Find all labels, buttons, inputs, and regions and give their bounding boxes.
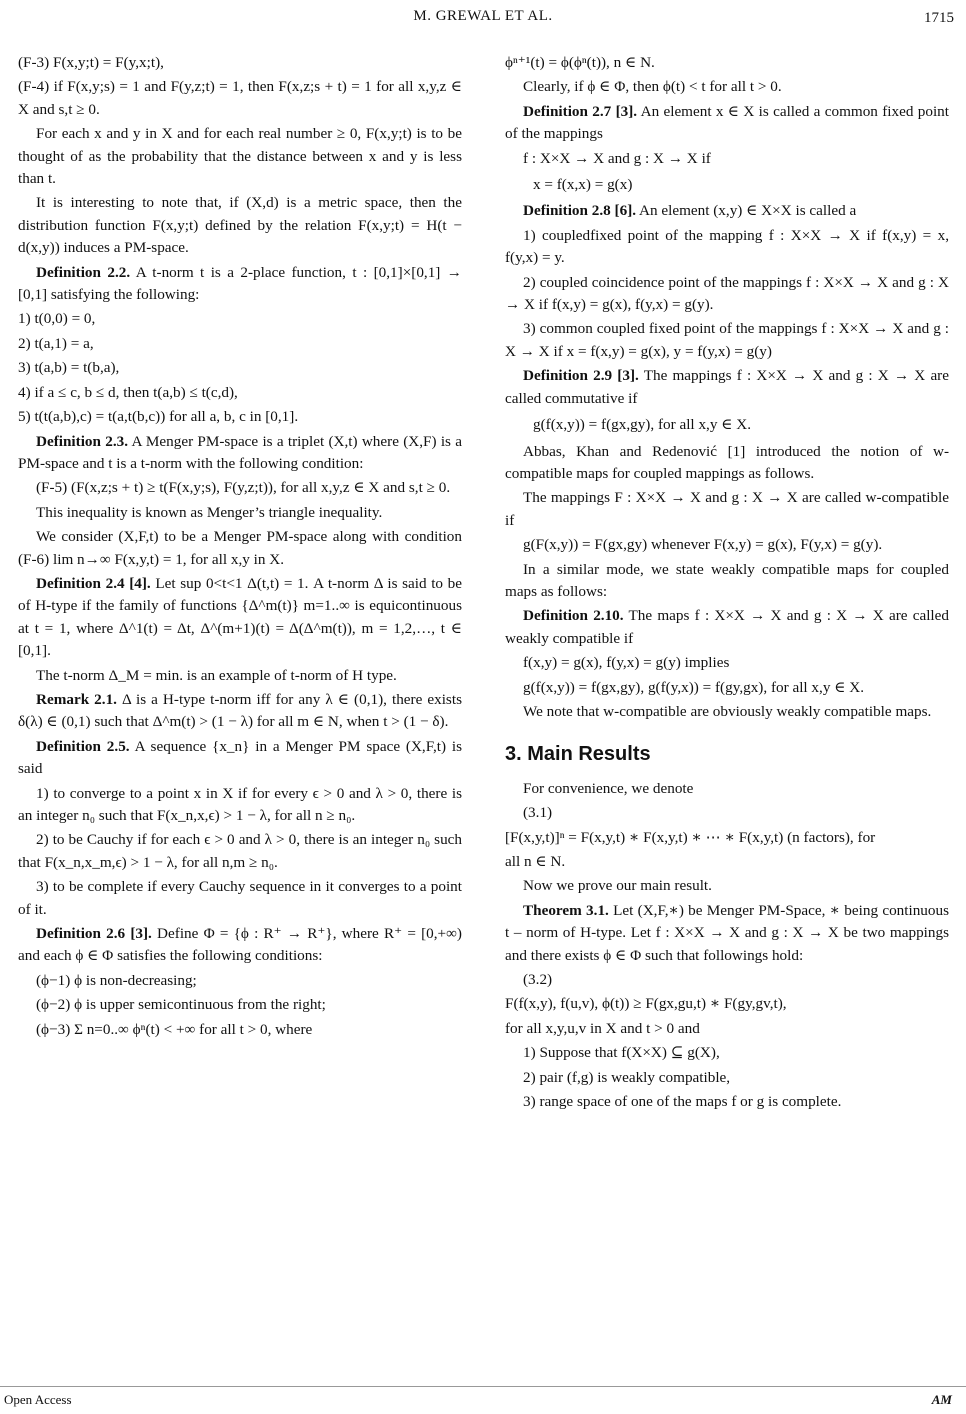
theorem-label: Theorem 3.1. <box>523 901 609 919</box>
definition-label: Definition 2.5. <box>36 737 130 755</box>
definition-2-8 <box>505 200 949 222</box>
equation-label: (3.1) <box>523 804 553 822</box>
theorem-text: Let (X,F,∗) be Menger PM-Space, ∗ being continuous t – norm of H-type. Let f : X×X → X and g : X → X be two mappings and there exists ϕ ∈ Φ such that followings hold: <box>505 901 949 964</box>
definition-text: An element x ∈ X is called a common fixed point of the mappings <box>505 102 949 143</box>
phi-condition-1: (ϕ−1) ϕ is non-decreasing; <box>36 971 197 989</box>
definition-2-9 <box>505 365 949 410</box>
paragraph: The t-norm Δ_M = min. is an example of t-norm of H type. <box>36 666 397 684</box>
tnorm-axiom-2: 2) t(a,1) = a, <box>18 334 94 352</box>
definition-label: Definition 2.10. <box>523 607 624 625</box>
definition-2-2 <box>18 262 462 307</box>
hypothesis-1: 1) Suppose that f(X×X) ⊆ g(X), <box>523 1044 720 1062</box>
axiom-f4: (F-4) if F(x,y;s) = 1 and F(y,z;t) = 1, then F(x,z;s + t) = 1 for all x,y,z ∈ X and s,t ≥ 0. <box>18 78 462 118</box>
cauchy-item: 2) to be Cauchy if for each ϵ > 0 and λ > 0, there is an integer n₀ such that F(x_n,x_m,ϵ) > 1 − λ, for all n,m ≥ n₀. <box>18 831 462 871</box>
definition-2-3 <box>18 431 462 476</box>
footer-rule <box>0 1386 966 1387</box>
running-head: M. GREWAL ET AL. <box>413 8 553 24</box>
paragraph: For convenience, we denote <box>523 779 694 797</box>
equation-3-1: [F(x,y,t)]ⁿ = F(x,y,t) ∗ F(x,y,t) ∗ ⋯ ∗ F(x,y,t) (n factors), for <box>505 828 876 846</box>
paragraph: for all x,y,u,v in X and t > 0 and <box>505 1019 700 1037</box>
definition-2-6 <box>18 923 462 968</box>
definition-text: Let sup 0<t<1 Δ(t,t) = 1. A t-norm Δ is said to be of H-type if the family of functions {Δ^m(t)} m=1..∞ is equicontinuous at t = 1, where Δ^1(t) = Δt, Δ^(m+1)(t) = Δ(Δ^m(t)), m = 1,2,…, t ∈ [0,1]. <box>18 574 462 660</box>
definition-text: An element (x,y) ∈ X×X is called a <box>636 202 857 220</box>
tnorm-axiom-5: 5) t(t(a,b),c) = t(a,t(b,c)) for all a, b, c in [0,1]. <box>18 408 299 426</box>
complete-item: 3) to be complete if every Cauchy sequence in it converges to a point of it. <box>18 878 462 918</box>
definition-text: A t-norm t is a 2-place function, t : [0,1]×[0,1] → [0,1] satisfying the following: <box>18 263 462 304</box>
paragraph: We note that w-compatible are obviously weakly compatible maps. <box>523 702 932 720</box>
paragraph: Now we prove our main result. <box>523 877 712 895</box>
page-header <box>0 8 966 32</box>
definition-2-7 <box>505 101 949 146</box>
definition-2-5 <box>18 736 462 781</box>
remark-text: Δ is a H-type t-norm iff for any λ ∈ (0,1), there exists δ(λ) ∈ (0,1) such that Δ^m(t) > (1 − λ) for all m ∈ N, when t > (1 − δ). <box>18 690 462 731</box>
page-footer <box>0 1392 966 1410</box>
definition-label: Definition 2.3. <box>36 432 129 450</box>
definition-text: Define Φ = {ϕ : R⁺ → R⁺}, where R⁺ = [0,+∞) and each ϕ ∈ Φ satisfies the following conditions: <box>18 925 462 965</box>
definition-label: Definition 2.8 [6]. <box>523 202 637 220</box>
definition-label: Definition 2.2. <box>36 263 131 281</box>
equation: g(F(x,y)) = F(gx,gy) whenever F(x,y) = g(x), F(y,x) = g(y). <box>523 536 883 554</box>
coupled-fixed-item: 1) coupledfixed point of the mapping f : X×X → X if f(x,y) = x, f(y,x) = y. <box>505 226 949 267</box>
phi-condition-3: (ϕ−3) Σ n=0..∞ ϕⁿ(t) < +∞ for all t > 0, where <box>36 1020 313 1038</box>
right-column <box>505 52 949 1115</box>
definition-text: The mappings f : X×X → X and g : X → X are called commutative if <box>505 367 949 407</box>
definition-text: The maps f : X×X → X and g : X → X are called weakly compatible if <box>505 607 949 647</box>
phi-iterate: ϕⁿ⁺¹(t) = ϕ(ϕⁿ(t)), n ∈ N. <box>505 54 655 71</box>
hypothesis-3: 3) range space of one of the maps f or g is complete. <box>523 1093 842 1111</box>
paragraph: We consider (X,F,t) to be a Menger PM-space along with condition (F-6) lim n→∞ F(x,y,t) = 1, for all x,y in X. <box>18 528 462 568</box>
paragraph: Clearly, if ϕ ∈ Φ, then ϕ(t) < t for all t > 0. <box>523 78 782 96</box>
paragraph: In a similar mode, we state weakly compatible maps for coupled maps as follows: <box>505 560 949 600</box>
remark-2-1 <box>18 689 462 734</box>
definition-2-10 <box>505 605 949 650</box>
theorem-3-1 <box>505 900 949 967</box>
remark-label: Remark 2.1. <box>36 690 117 708</box>
definition-text: A sequence {x_n} in a Menger PM space (X,F,t) is said <box>18 737 462 778</box>
converge-item: 1) to converge to a point x in X if for every ϵ > 0 and λ > 0, there is an integer n₀ such that F(x_n,x,ϵ) > 1 − λ, for all n ≥ n₀. <box>18 784 462 824</box>
tnorm-axiom-3: 3) t(a,b) = t(b,a), <box>18 359 120 377</box>
axiom-f3: (F-3) F(x,y;t) = F(y,x;t), <box>18 54 164 71</box>
definition-label: Definition 2.6 [3]. <box>36 925 152 943</box>
equation: g(f(x,y)) = f(gx,gy), g(f(y,x)) = f(gy,gx), for all x,y ∈ X. <box>523 678 865 696</box>
definition-label: Definition 2.9 [3]. <box>523 367 639 385</box>
page-number: 1715 <box>924 10 954 26</box>
common-coupled-item: 3) common coupled fixed point of the mappings f : X×X → X and g : X → X if x = f(x,y) = g(x), y = f(y,x) = g(y) <box>505 320 949 360</box>
open-access-label: Open Access <box>4 1392 72 1407</box>
journal-abbrev: AM <box>931 1392 952 1407</box>
paragraph: all n ∈ N. <box>505 853 566 870</box>
equation: g(f(x,y)) = f(gx,gy), for all x,y ∈ X. <box>533 416 752 434</box>
paragraph: The mappings F : X×X → X and g : X → X are called w-compatible if <box>505 489 949 529</box>
equation: x = f(x,x) = g(x) <box>533 176 633 194</box>
left-column <box>18 52 462 1043</box>
tnorm-axiom-4: 4) if a ≤ c, b ≤ d, then t(a,b) ≤ t(c,d), <box>18 383 238 401</box>
paragraph: This inequality is known as Menger’s triangle inequality. <box>36 503 383 521</box>
paragraph: Abbas, Khan and Redenović [1] introduced the notion of w-compatible maps for coupled mappings as follows. <box>505 442 949 482</box>
tnorm-axiom-1: 1) t(0,0) = 0, <box>18 310 96 328</box>
paragraph: It is interesting to note that, if (X,d) is a metric space, then the distribution function F(x,y;t) defined by the relation F(x,y;t) = H(t − d(x,y)) induces a PM-space. <box>18 194 462 257</box>
section-title: 3. Main Results <box>505 743 651 766</box>
definition-2-4 <box>18 573 462 663</box>
definition-text: A Menger PM-space is a triplet (X,t) where (X,F) is a PM-space and t is a t-norm with the following condition: <box>18 432 462 472</box>
hypothesis-2: 2) pair (f,g) is weakly compatible, <box>523 1068 731 1086</box>
equation: f(x,y) = g(x), f(y,x) = g(y) implies <box>523 654 730 672</box>
coupled-coincidence-item: 2) coupled coincidence point of the mappings f : X×X → X and g : X → X if f(x,y) = g(x), f(y,x) = g(y). <box>505 273 949 314</box>
paragraph: For each x and y in X and for each real number ≥ 0, F(x,y;t) is to be thought of as the probability that the distance between x and y is less than t. <box>18 125 462 188</box>
definition-label: Definition 2.7 [3]. <box>523 102 638 120</box>
definition-label: Definition 2.4 [4]. <box>36 574 151 592</box>
axiom-f5: (F-5) (F(x,z;s + t) ≥ t(F(x,y;s), F(y,z;t)), for all x,y,z ∈ X and s,t ≥ 0. <box>36 479 451 497</box>
phi-condition-2: (ϕ−2) ϕ is upper semicontinuous from the right; <box>36 996 326 1014</box>
equation-3-2: F(f(x,y), f(u,v), ϕ(t)) ≥ F(gx,gu,t) ∗ F(gy,gv,t), <box>505 995 787 1013</box>
equation-label: (3.2) <box>523 971 553 989</box>
definition-maps: f : X×X → X and g : X → X if <box>523 149 711 167</box>
